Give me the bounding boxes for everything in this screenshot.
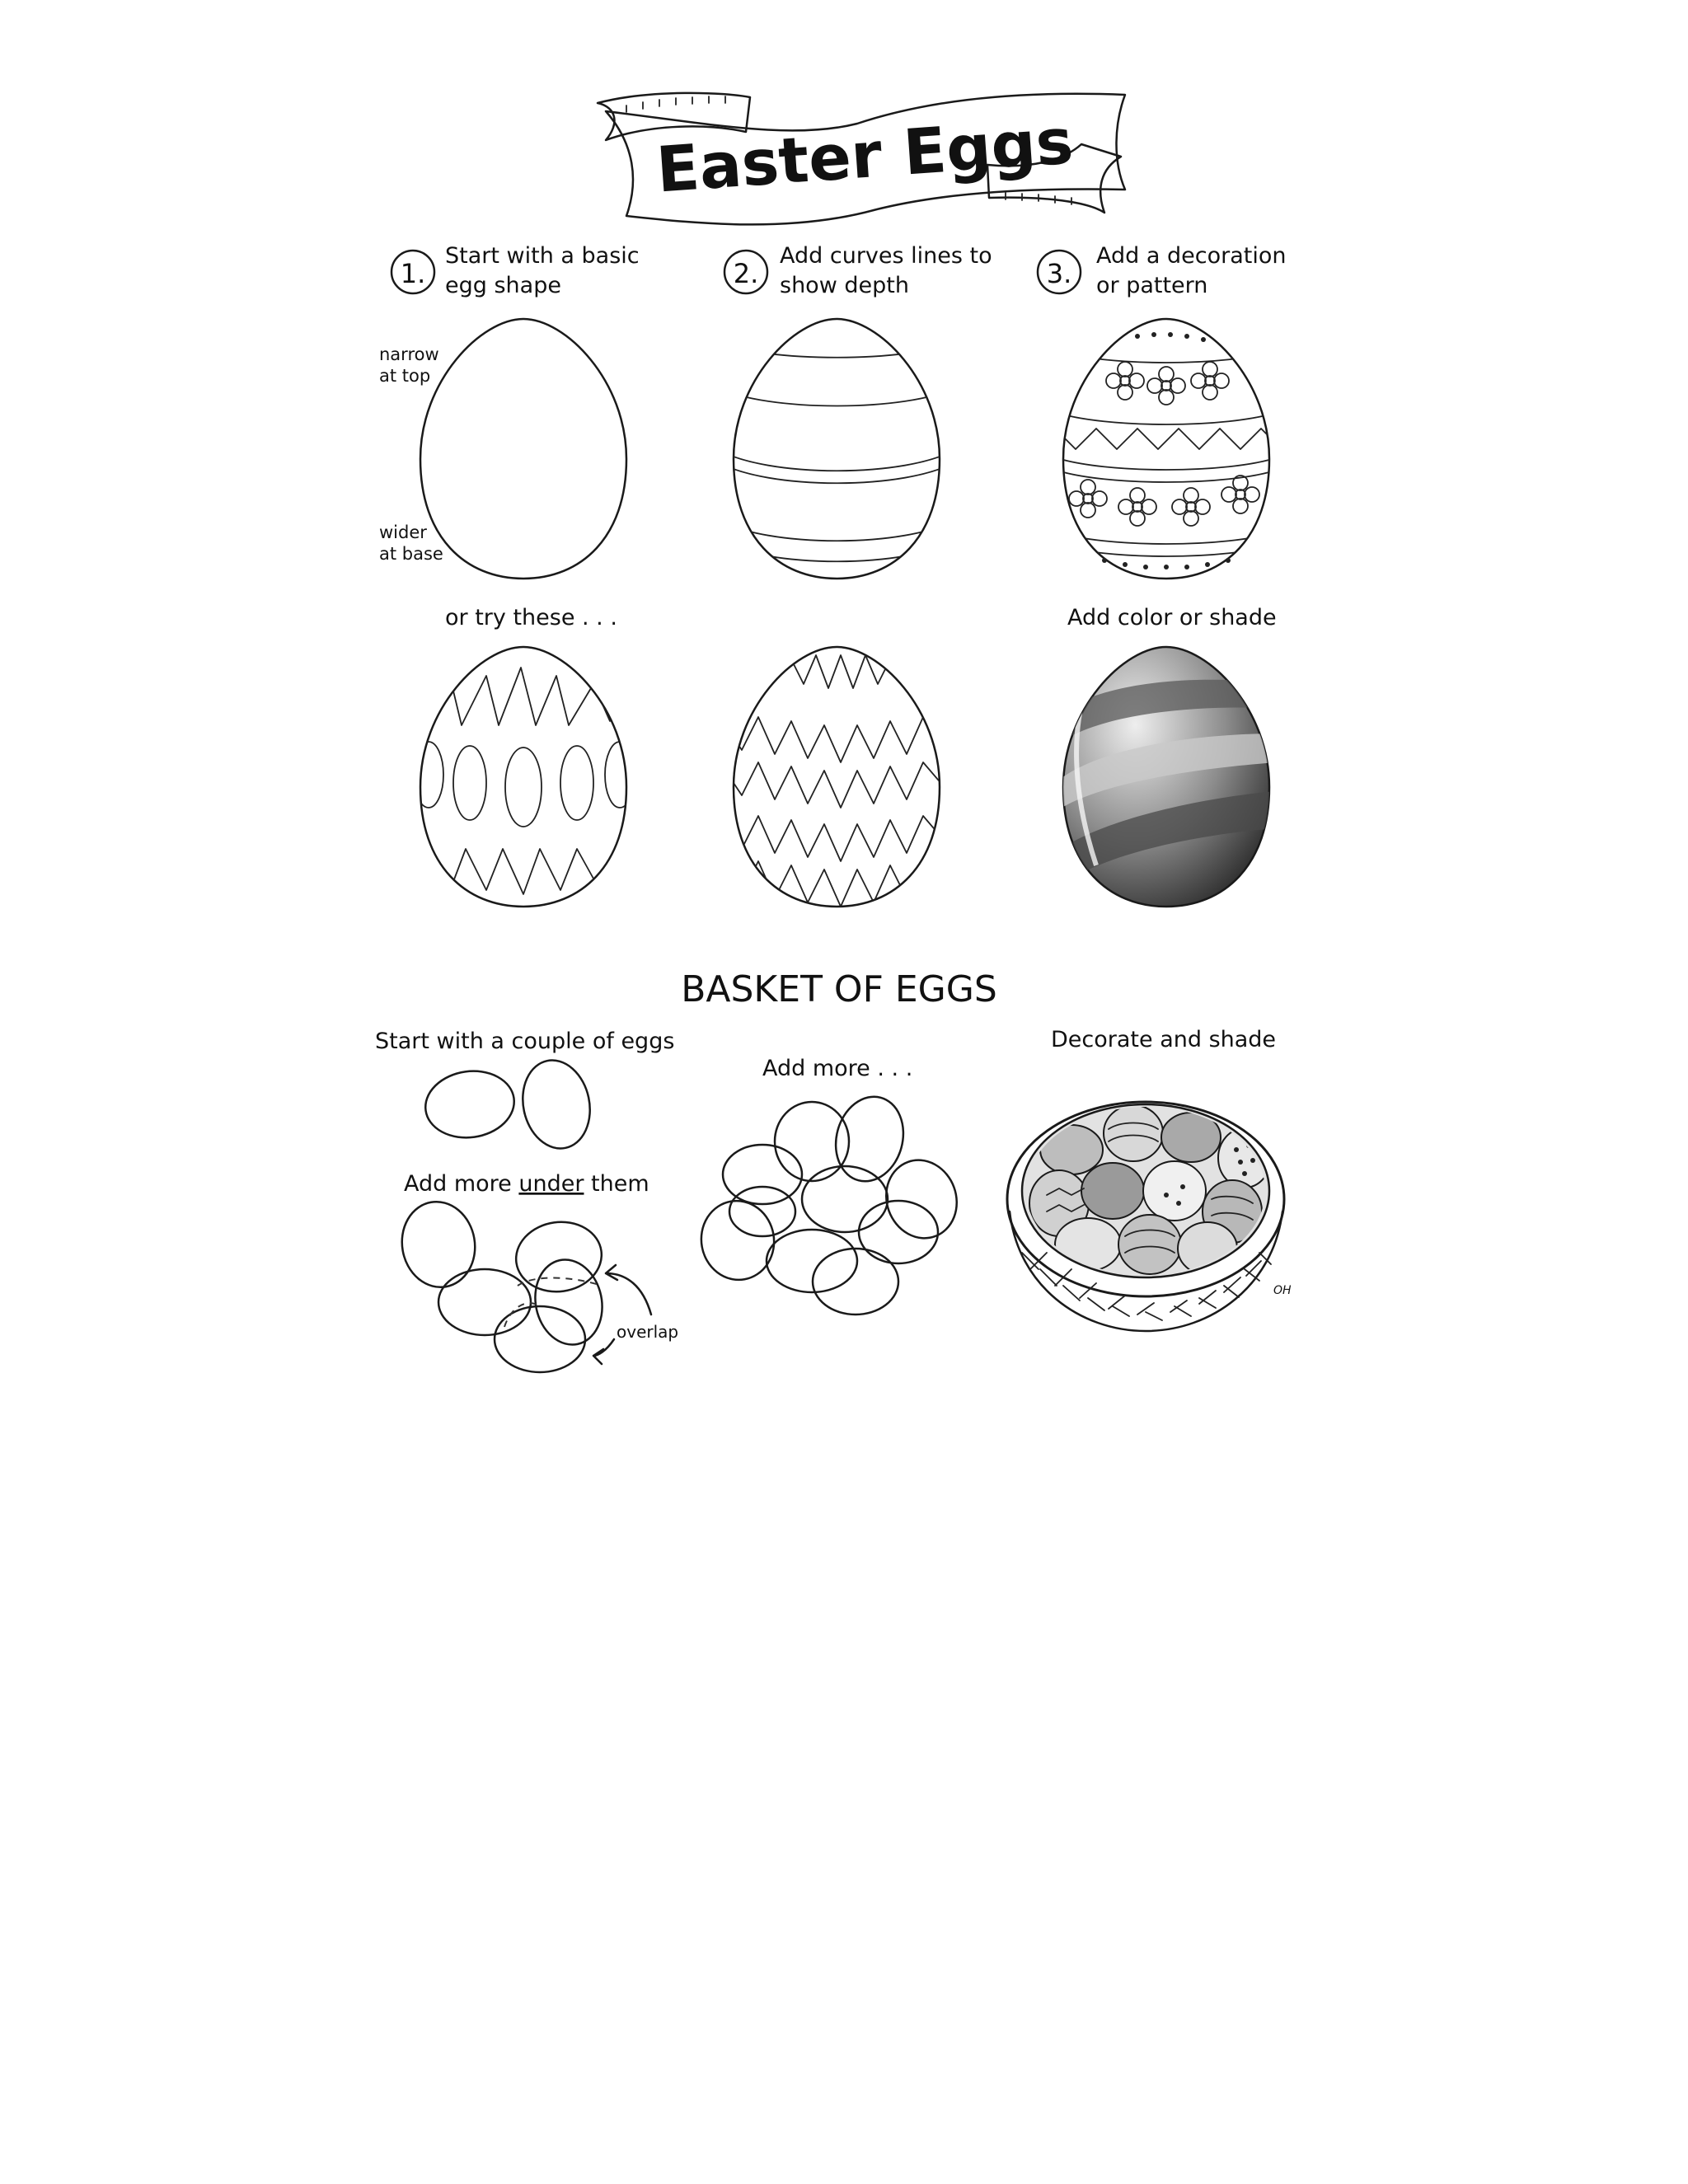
curved-lines-egg-drawing [717, 319, 956, 579]
plain-egg-drawing [420, 319, 626, 579]
zigzag-bands-egg-drawing [725, 647, 948, 907]
start-couple-label: Start with a couple of eggs [375, 1029, 675, 1054]
note-narrow-line2: at top [379, 366, 431, 386]
decorate-label: Decorate and shade [1051, 1027, 1277, 1052]
decorated-basket-drawing [1007, 1102, 1292, 1331]
step-1-text-line1: Start with a basic [445, 243, 640, 269]
basket-heading: BASKET OF EGGS [681, 968, 997, 1010]
step-3-text-line2: or pattern [1096, 273, 1208, 298]
try-these-label: or try these . . . [445, 605, 617, 630]
egg-pile-drawing [695, 1089, 968, 1315]
add-under-suffix: them [584, 1171, 649, 1197]
step-2-text-line2: show depth [780, 273, 909, 298]
decorated-egg-drawing [1055, 319, 1282, 579]
title-banner [598, 93, 1125, 225]
shaded-egg-drawing [1055, 647, 1278, 907]
zigzag-oval-egg-drawing [414, 647, 635, 907]
note-narrow-line1: narrow [379, 344, 439, 364]
add-color-label: Add color or shade [1067, 605, 1277, 630]
note-wider-line1: wider [379, 523, 427, 542]
step-1-number: 1. [400, 258, 426, 289]
step-2-number: 2. [733, 258, 759, 289]
add-under-label [404, 1171, 649, 1197]
dot-decorations [1102, 332, 1231, 569]
overlap-label: overlap [617, 1322, 679, 1342]
step-1-heading [392, 243, 640, 298]
step-3-text-line1: Add a decoration [1096, 243, 1287, 269]
artist-signature: OH [1273, 1284, 1292, 1297]
add-more-label: Add more . . . [762, 1056, 913, 1081]
step-3-heading [1038, 243, 1286, 298]
step-1-text-line2: egg shape [445, 273, 561, 298]
add-under-word: under [518, 1171, 584, 1197]
two-starter-eggs-drawing [421, 1054, 598, 1155]
step-2-text-line1: Add curves lines to [780, 243, 992, 269]
overlapping-eggs-drawing [396, 1196, 678, 1372]
step-3-number: 3. [1046, 258, 1072, 289]
page-title: Easter Eggs [654, 104, 1076, 207]
step-2-heading [724, 243, 992, 298]
note-wider-line2: at base [379, 544, 443, 564]
add-under-prefix: Add more [404, 1171, 519, 1197]
